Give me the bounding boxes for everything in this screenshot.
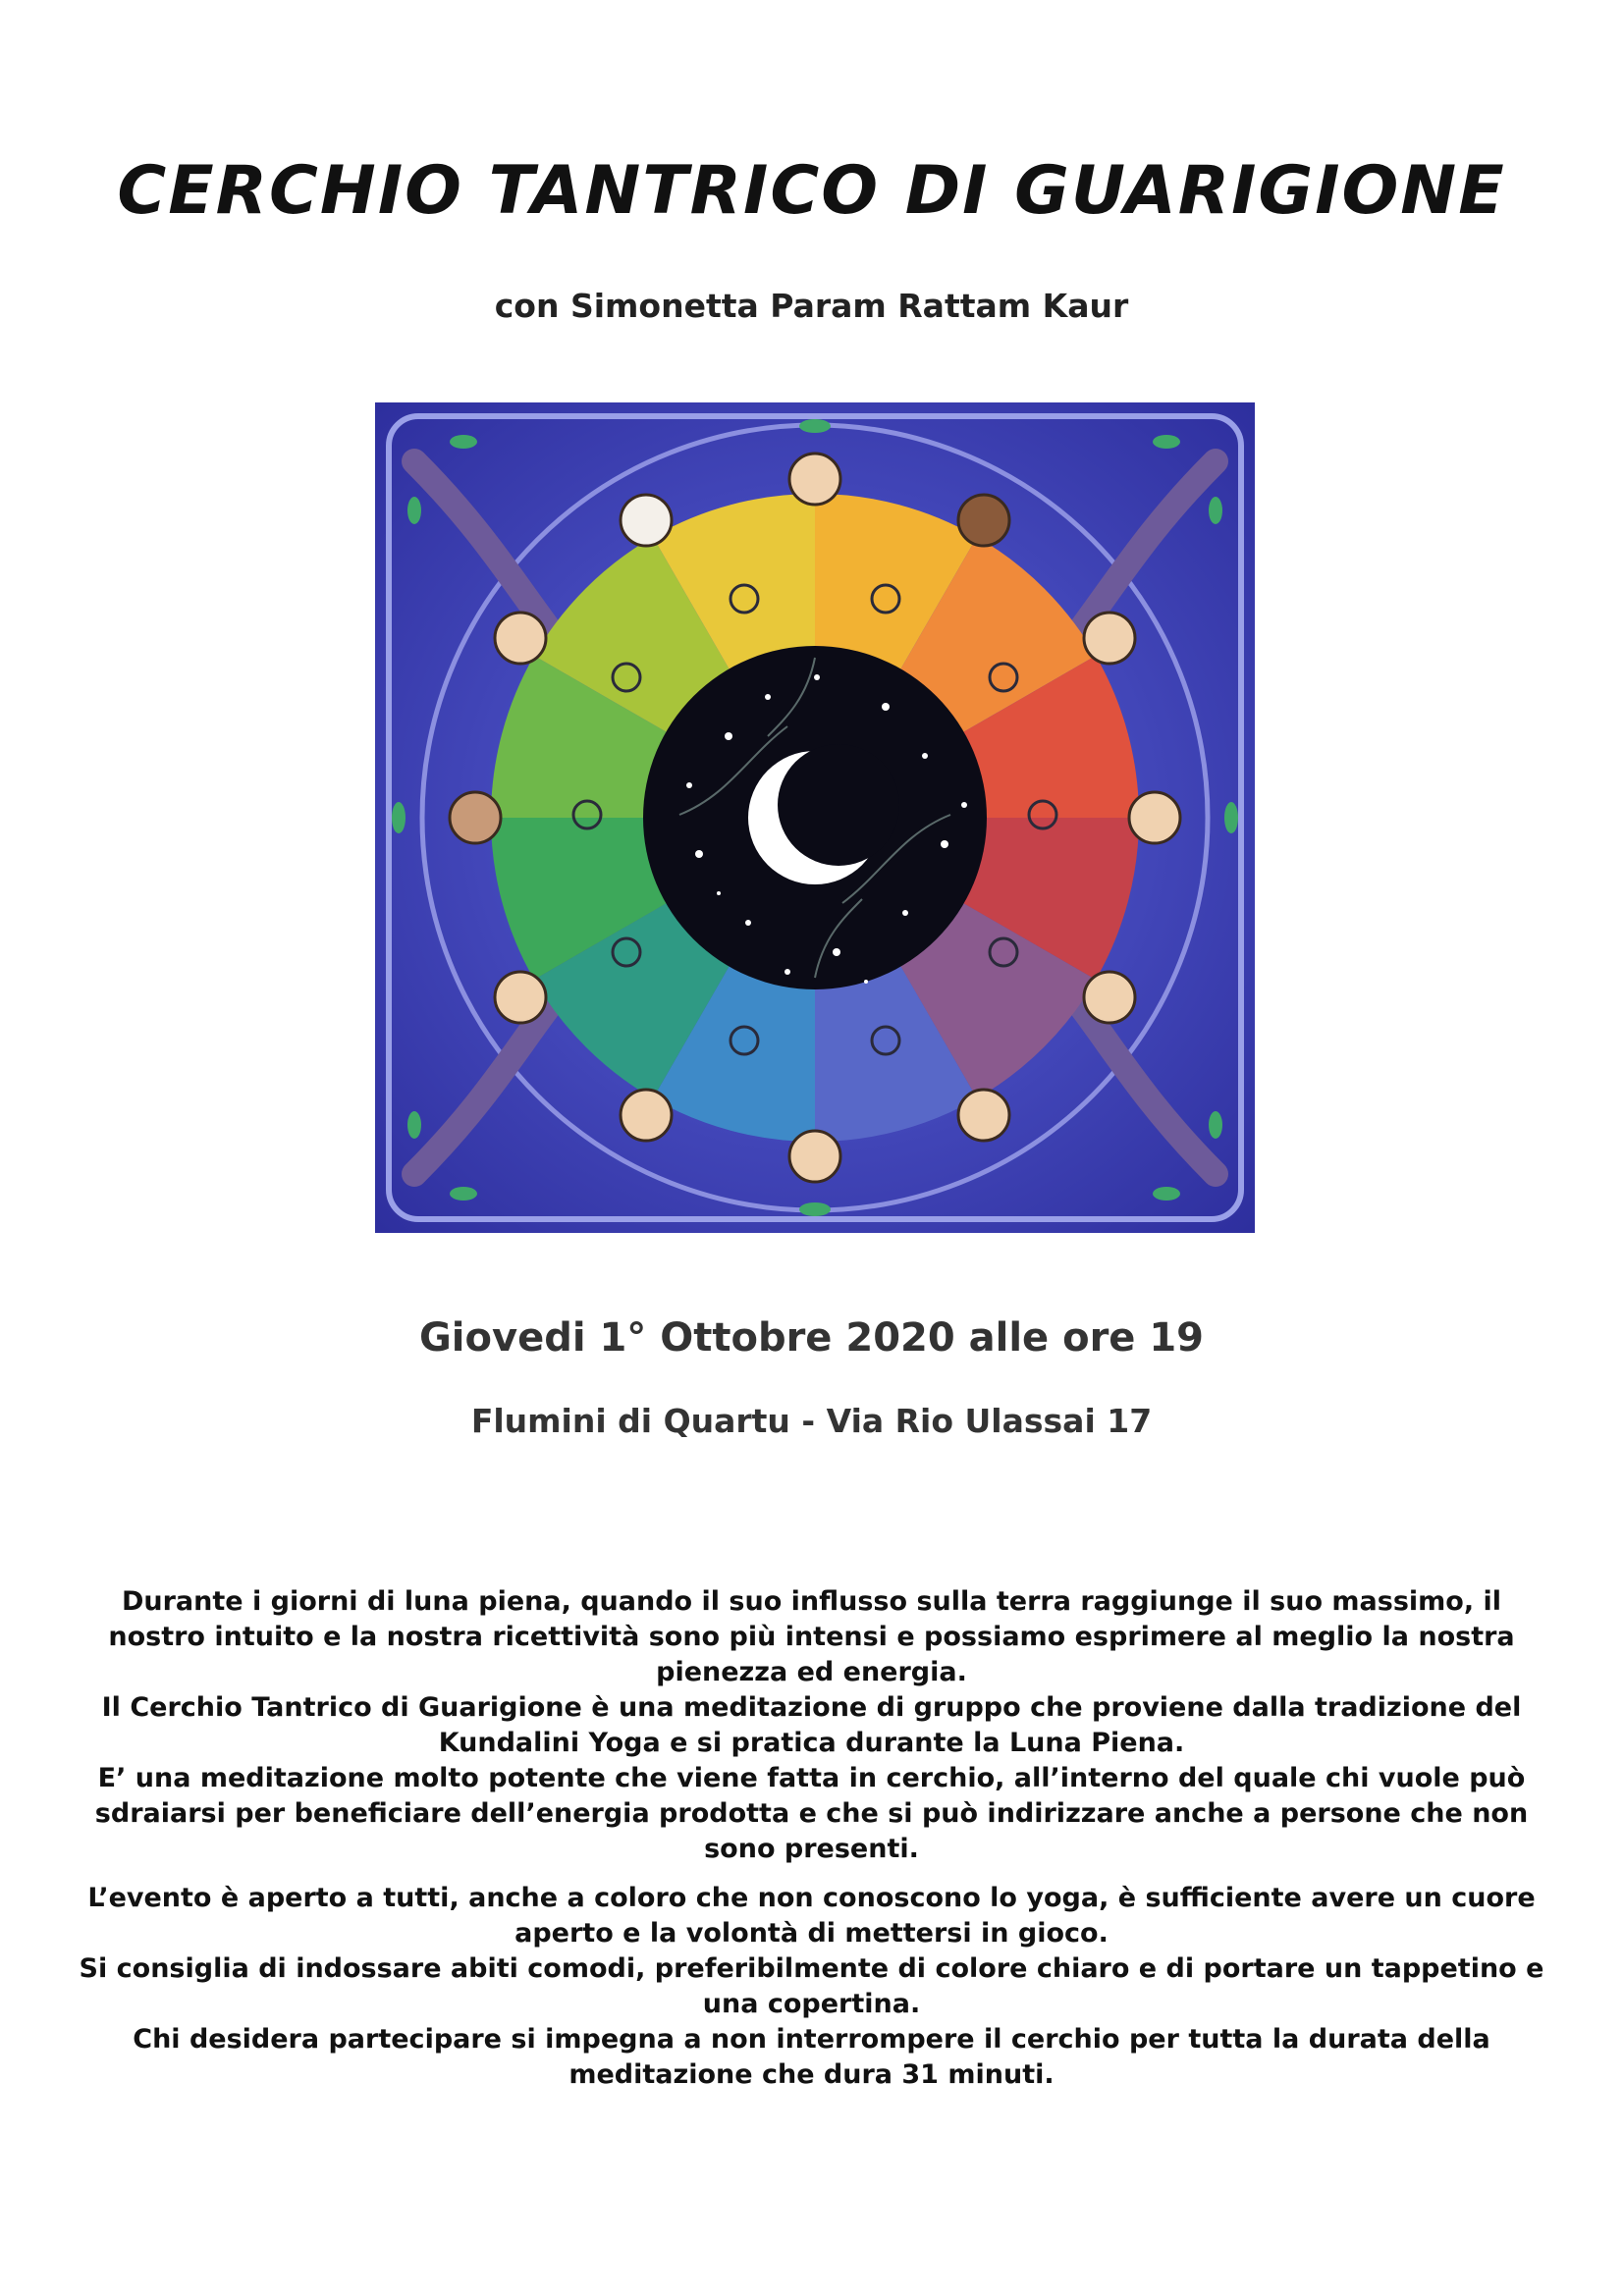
event-date: Giovedi 1° Ottobre 2020 alle ore 19 <box>418 1315 1205 1361</box>
description-paragraph-2: Il Cerchio Tantrico di Guarigione è una meditazione di gruppo che proviene dalla tradizione del Kundalini Yoga e si pratica durante la Luna Piena. <box>101 1692 1522 1758</box>
description-paragraph-6: Chi desidera partecipare si impegna a non interrompere il cerchio per tutta la durata della meditazione che dura 31 minuti. <box>133 2024 1490 2090</box>
description-paragraph-1: Durante i giorni di luna piena, quando il suo influsso sulla terra raggiunge il suo massimo, il nostro intuito e la nostra ricettività sono più intensi e possiamo esprimere al meglio la nostra pienezza ed energia. <box>108 1586 1515 1687</box>
description-paragraph-4: L’evento è aperto a tutti, anche a coloro che non conoscono lo yoga, è sufficiente avere un cuore aperto e la volontà di mettersi in gioco. <box>87 1883 1536 1949</box>
event-place: Flumini di Quartu - Via Rio Ulassai 17 <box>470 1402 1153 1440</box>
description-paragraph-3: E’ una meditazione molto potente che viene fatta in cerchio, all’interno del quale chi vuole può sdraiarsi per beneficiare dell’energia prodotta e che si può indirizzare anche a persone che non sono presenti. <box>94 1763 1529 1864</box>
mandala-artwork <box>375 402 1255 1233</box>
description-paragraph-5: Si consiglia di indossare abiti comodi, preferibilmente di colore chiaro e di portare un tappetino e una copertina. <box>79 1953 1544 2019</box>
healing-circle-mandala-icon <box>375 402 1255 1233</box>
subtitle-teacher: con Simonetta Param Rattam Kaur <box>494 287 1129 325</box>
event-description <box>69 1584 1554 2093</box>
page-title: CERCHIO TANTRICO DI GUARIGIONE <box>117 152 1506 230</box>
